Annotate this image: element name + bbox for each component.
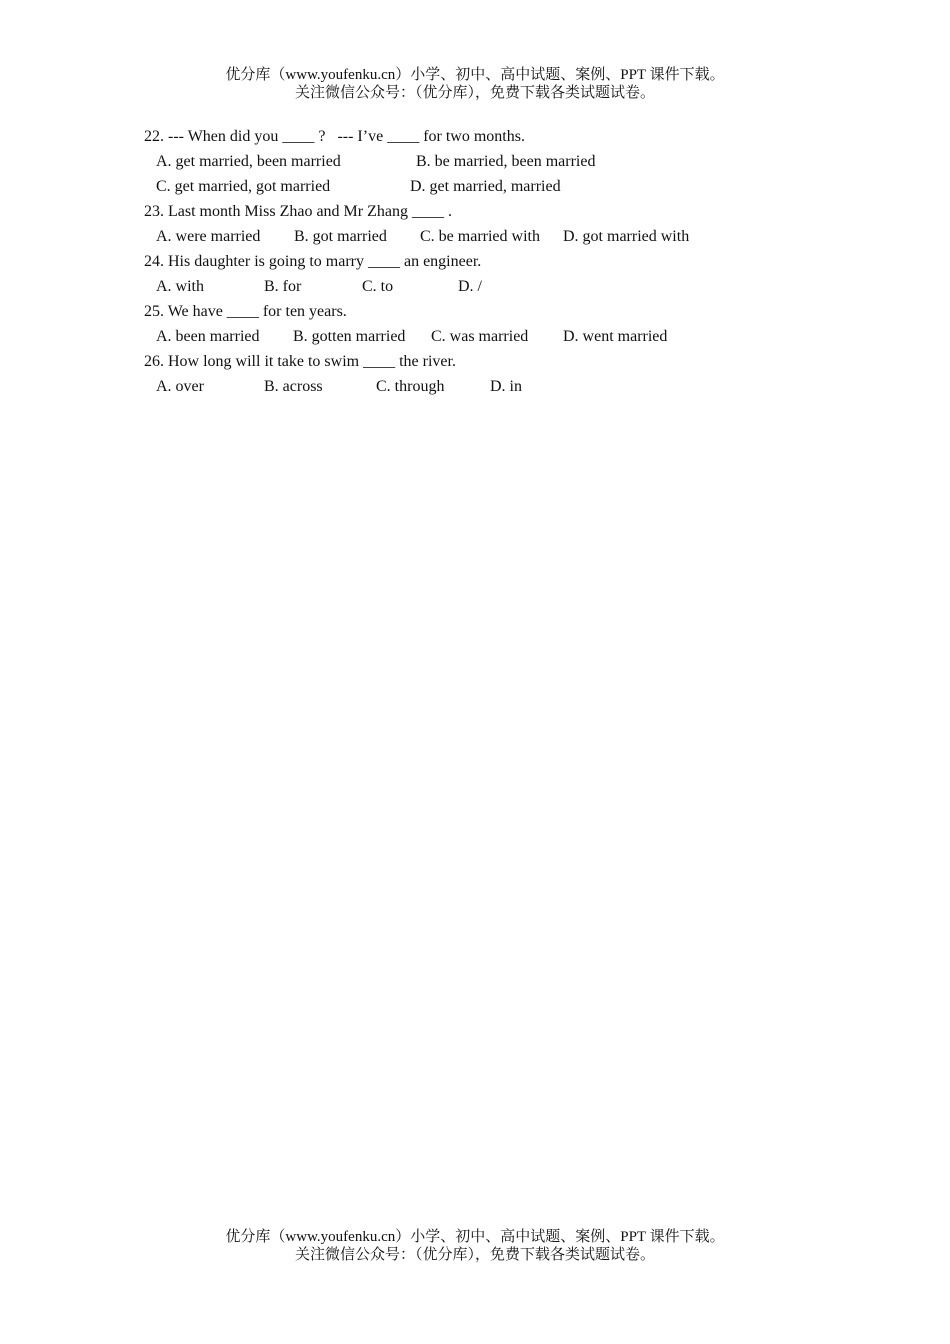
option-c: C. be married with — [420, 228, 540, 245]
option-d: D. went married — [563, 328, 668, 345]
option-a: A. were married — [156, 228, 261, 245]
option-c: C. through — [376, 378, 445, 395]
option-b: B. across — [264, 378, 323, 395]
question-24-stem — [144, 251, 844, 276]
page-header — [0, 66, 950, 102]
header-line-2: 关注微信公众号：（优分库），免费下载各类试题试卷。 — [294, 85, 655, 101]
question-list — [144, 126, 844, 401]
question-text: 26. How long will it take to swim ____ the river. — [144, 353, 456, 370]
option-b: B. gotten married — [293, 328, 406, 345]
option-a: A. over — [156, 378, 204, 395]
question-text: 24. His daughter is going to marry ____ an engineer. — [144, 253, 482, 270]
option-d: D. in — [490, 378, 522, 395]
question-text: 22. --- When did you ____ ? --- I’ve ____ for two months. — [144, 128, 525, 145]
option-d: D. get married, married — [410, 178, 561, 195]
footer-line-1: 优分库（www.youfenku.cn）小学、初中、高中试题、案例、PPT 课件下载。 — [225, 1229, 725, 1245]
question-text: 23. Last month Miss Zhao and Mr Zhang ____ . — [144, 203, 452, 220]
option-d: D. got married with — [563, 228, 690, 245]
question-26-stem — [144, 351, 844, 376]
option-b: B. be married, been married — [416, 153, 596, 170]
question-22-options-row-2 — [144, 176, 844, 201]
option-b: B. got married — [294, 228, 387, 245]
option-d: D. / — [458, 278, 482, 295]
question-22-options-row-1 — [144, 151, 844, 176]
option-c: C. get married, got married — [156, 178, 331, 195]
question-23-options — [144, 226, 844, 251]
question-25-options — [144, 326, 844, 351]
option-c: C. was married — [431, 328, 529, 345]
option-a: A. get married, been married — [156, 153, 341, 170]
footer-line-2: 关注微信公众号：（优分库），免费下载各类试题试卷。 — [294, 1247, 655, 1263]
question-23-stem — [144, 201, 844, 226]
question-text: 25. We have ____ for ten years. — [144, 303, 347, 320]
option-a: A. with — [156, 278, 204, 295]
page-footer — [0, 1228, 950, 1264]
question-24-options — [144, 276, 844, 301]
question-26-options — [144, 376, 844, 401]
option-c: C. to — [362, 278, 394, 295]
question-25-stem — [144, 301, 844, 326]
header-line-1: 优分库（www.youfenku.cn）小学、初中、高中试题、案例、PPT 课件下载。 — [225, 67, 725, 83]
option-a: A. been married — [156, 328, 260, 345]
option-b: B. for — [264, 278, 302, 295]
question-22-stem — [144, 126, 844, 151]
